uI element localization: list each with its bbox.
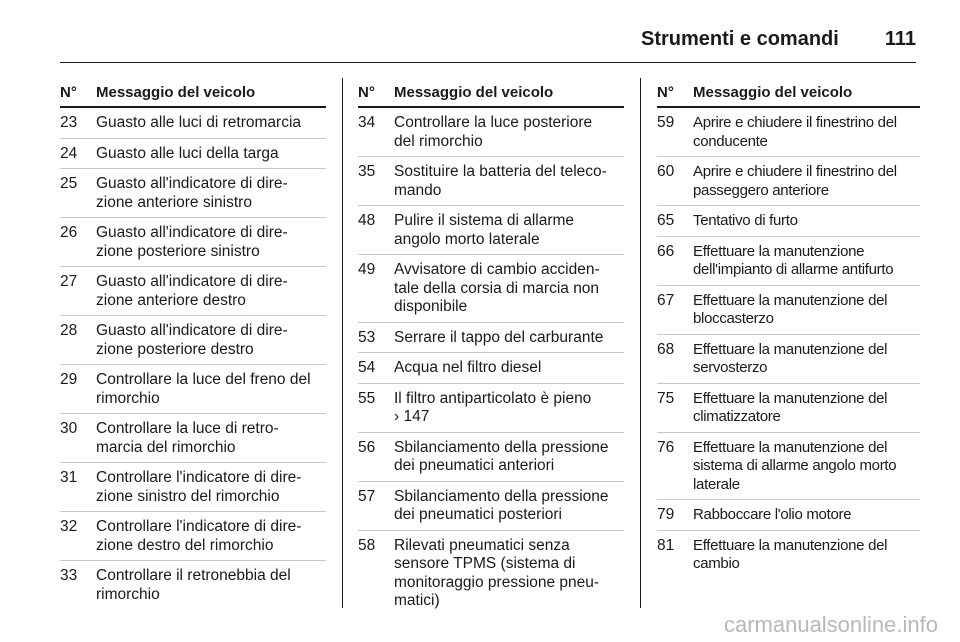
- message-text: Rilevati pneumatici senza sensore TPMS (sistema di monitoraggio pressione pneu- matici): [394, 536, 600, 609]
- table-row: [358, 384, 624, 433]
- column-header-number: N°: [657, 83, 674, 101]
- table-row: [358, 157, 624, 206]
- message-number: 58: [358, 536, 376, 554]
- message-text: Effettuare la manutenzione del bloccasterzo: [693, 291, 888, 327]
- message-table: [60, 78, 920, 608]
- message-number: 68: [657, 340, 675, 358]
- message-number: 75: [657, 389, 675, 407]
- page-header: [60, 16, 916, 63]
- message-number: 32: [60, 518, 78, 535]
- message-number: 33: [60, 567, 78, 584]
- message-number: 49: [358, 261, 376, 278]
- message-text: Controllare la luce posteriore del rimorchio: [394, 114, 593, 150]
- message-text: Guasto all'indicatore di dire- zione posteriore destro: [96, 322, 288, 358]
- message-text: Controllare la luce del freno del rimorchio: [96, 371, 311, 407]
- table-column-3: [657, 78, 920, 608]
- message-text: Guasto all'indicatore di dire- zione anteriore sinistro: [96, 175, 288, 211]
- column-header-message: Messaggio del veicolo: [96, 83, 256, 101]
- page-number: 111: [884, 27, 916, 50]
- table-row: [60, 169, 326, 218]
- message-text: Guasto all'indicatore di dire- zione anteriore destro: [96, 273, 288, 309]
- message-text: Guasto all'indicatore di dire- zione posteriore sinistro: [96, 224, 288, 260]
- table-column-2: [358, 78, 624, 608]
- message-number: 48: [358, 212, 376, 229]
- table-row: [657, 384, 920, 433]
- message-number: 35: [358, 163, 376, 180]
- table-row: [60, 463, 326, 512]
- column-divider: [640, 78, 641, 608]
- table-row: [358, 482, 624, 531]
- column-header-message: Messaggio del veicolo: [693, 83, 853, 101]
- table-row: [657, 206, 920, 237]
- column-header-number: N°: [358, 83, 375, 101]
- message-text: Rabboccare l'olio motore: [693, 506, 852, 523]
- message-text: Aprire e chiudere il finestrino del conducente: [693, 114, 897, 150]
- message-number: 26: [60, 224, 78, 241]
- table-row: [358, 206, 624, 255]
- message-number: 25: [60, 175, 78, 192]
- column-rows: [60, 108, 326, 609]
- message-number: 28: [60, 322, 78, 339]
- message-text: Effettuare la manutenzione del cambio: [693, 536, 888, 572]
- table-row: [358, 323, 624, 354]
- message-text: Sostituire la batteria del teleco- mando: [394, 163, 607, 199]
- table-row: [657, 335, 920, 384]
- message-text: Aprire e chiudere il finestrino del passeggero anteriore: [693, 163, 897, 199]
- message-text: Effettuare la manutenzione del servosterzo: [693, 340, 888, 376]
- message-number: 76: [657, 438, 675, 456]
- table-row: [657, 500, 920, 531]
- column-divider: [342, 78, 343, 608]
- table-row: [358, 531, 624, 616]
- table-row: [657, 157, 920, 206]
- message-number: 23: [60, 114, 78, 131]
- page-title: Strumenti e comandi: [641, 27, 839, 50]
- column-rows: [657, 108, 920, 579]
- message-text: Effettuare la manutenzione del sistema di allarme angolo morto laterale: [693, 438, 897, 493]
- message-number: 53: [358, 328, 376, 346]
- message-text: Sbilanciamento della pressione dei pneumatici posteriori: [394, 487, 609, 523]
- message-text: Avvisatore di cambio acciden- tale della corsia di marcia non disponibile: [394, 261, 600, 315]
- message-number: 54: [358, 359, 376, 376]
- table-row: [60, 512, 326, 561]
- message-text: Serrare il tappo del carburante: [394, 328, 604, 346]
- message-number: 81: [657, 536, 675, 554]
- column-header: [358, 78, 624, 108]
- message-text: Acqua nel filtro diesel: [394, 359, 542, 376]
- table-row: [60, 316, 326, 365]
- message-text: Controllare l'indicatore di dire- zione sinistro del rimorchio: [96, 469, 302, 505]
- message-text: Tentativo di furto: [693, 212, 798, 229]
- table-row: [657, 237, 920, 286]
- column-header-message: Messaggio del veicolo: [394, 83, 554, 101]
- table-row: [358, 433, 624, 482]
- table-row: [60, 267, 326, 316]
- message-number: 56: [358, 438, 376, 456]
- message-number: 59: [657, 114, 675, 131]
- column-header: [60, 78, 326, 108]
- table-row: [60, 139, 326, 170]
- message-text: Guasto alle luci di retromarcia: [96, 114, 302, 131]
- message-number: 31: [60, 469, 78, 486]
- message-text: Guasto alle luci della targa: [96, 144, 279, 162]
- table-row: [657, 108, 920, 157]
- watermark: carmanualsonline.info: [723, 612, 938, 637]
- message-number: 65: [657, 212, 675, 229]
- table-row: [60, 365, 326, 414]
- table-row: [358, 108, 624, 157]
- message-number: 79: [657, 506, 675, 523]
- message-number: 55: [358, 389, 376, 407]
- table-row: [60, 561, 326, 609]
- message-text: Controllare il retronebbia del rimorchio: [96, 567, 291, 603]
- message-text: Effettuare la manutenzione dell'impianto di allarme antifurto: [693, 242, 894, 278]
- message-number: 27: [60, 273, 78, 290]
- message-number: 67: [657, 291, 675, 309]
- message-text: Controllare la luce di retro- marcia del rimorchio: [96, 420, 279, 456]
- message-text: Sbilanciamento della pressione dei pneumatici anteriori: [394, 438, 609, 474]
- message-number: 24: [60, 144, 78, 162]
- table-row: [657, 286, 920, 335]
- message-text: Effettuare la manutenzione del climatizzatore: [693, 389, 888, 425]
- table-row: [358, 353, 624, 384]
- table-row: [657, 433, 920, 501]
- column-rows: [358, 108, 624, 616]
- message-number: 29: [60, 371, 78, 388]
- message-number: 66: [657, 242, 675, 260]
- message-text: Il filtro antiparticolato è pieno › 147: [394, 389, 592, 425]
- message-number: 57: [358, 487, 376, 505]
- table-row: [60, 414, 326, 463]
- table-row: [60, 218, 326, 267]
- message-text: Pulire il sistema di allarme angolo morto laterale: [394, 212, 575, 248]
- column-header: [657, 78, 920, 108]
- message-number: 30: [60, 420, 78, 437]
- table-column-1: [60, 78, 326, 608]
- message-text: Controllare l'indicatore di dire- zione destro del rimorchio: [96, 518, 302, 554]
- message-number: 60: [657, 163, 675, 180]
- table-row: [657, 531, 920, 579]
- table-row: [60, 108, 326, 139]
- table-row: [358, 255, 624, 323]
- message-number: 34: [358, 114, 376, 131]
- column-header-number: N°: [60, 83, 77, 101]
